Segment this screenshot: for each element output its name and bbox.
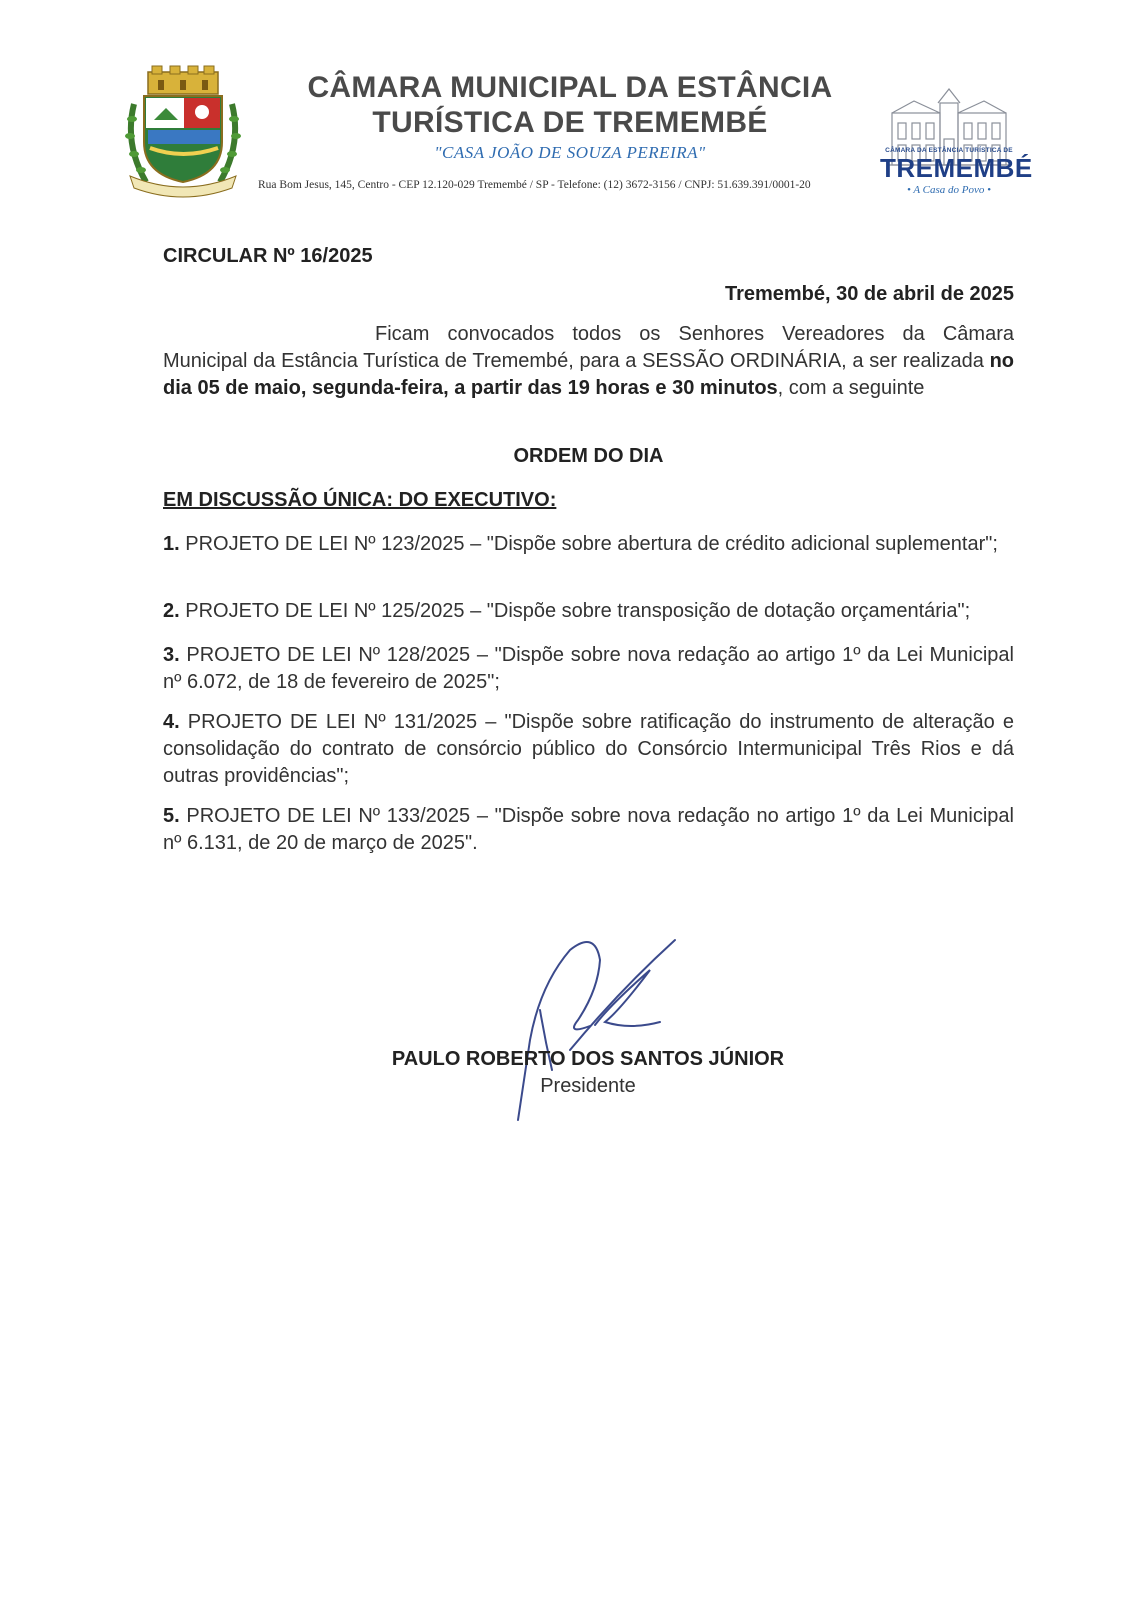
signatory-name: PAULO ROBERTO DOS SANTOS JÚNIOR <box>391 1048 785 1070</box>
agenda-item-text: PROJETO DE LEI Nº 131/2025 – "Dispõe sobre ratificação do instrumento de alteração e consolidação do contrato de consórcio público do Consórcio Intermunicipal Três Rios e dá outras providências"; <box>163 711 1014 787</box>
agenda-item-number: 1. <box>163 533 180 555</box>
agenda-item-number: 3. <box>163 644 180 666</box>
logo-caption-small: CÂMARA DA ESTÂNCIA TURÍSTICA DE <box>885 147 1013 154</box>
handwritten-signature-icon <box>500 930 700 1130</box>
agenda-item-number: 2. <box>163 600 180 622</box>
discussion-heading: EM DISCUSSÃO ÚNICA: DO EXECUTIVO: <box>163 489 557 511</box>
ordem-do-dia-heading: ORDEM DO DIA <box>513 445 664 467</box>
institution-subtitle: "CASA JOÃO DE SOUZA PEREIRA" <box>434 143 706 162</box>
institution-title-line2: TURÍSTICA DE TREMEMBÉ <box>372 106 768 139</box>
intro-text-bold: no dia 05 de maio, segunda-feira, a partir das 19 horas e 30 minutos <box>163 350 1014 399</box>
agenda-item-text: PROJETO DE LEI Nº 128/2025 – "Dispõe sobre nova redação ao artigo 1º da Lei Municipal nº 6.072, de 18 de fevereiro de 2025"; <box>163 644 1014 693</box>
agenda-item <box>163 531 1014 558</box>
agenda-item <box>163 803 1014 857</box>
logo-caption-tagline: • A Casa do Povo • <box>907 184 991 196</box>
agenda-item-text: PROJETO DE LEI Nº 125/2025 – "Dispõe sobre transposição de dotação orçamentária"; <box>185 600 971 622</box>
institution-title <box>270 70 870 140</box>
intro-paragraph <box>163 321 1014 402</box>
agenda-item-text: PROJETO DE LEI Nº 123/2025 – "Dispõe sobre abertura de crédito adicional suplementar"; <box>185 533 998 555</box>
agenda-item <box>163 598 1014 625</box>
document-date: Tremembé, 30 de abril de 2025 <box>724 283 1014 305</box>
agenda-item-text: PROJETO DE LEI Nº 133/2025 – "Dispõe sobre nova redação no artigo 1º da Lei Municipal nº 6.131, de 20 de março de 2025". <box>163 805 1014 854</box>
agenda-item <box>163 709 1014 790</box>
agenda-item-number: 5. <box>163 805 180 827</box>
agenda-item-number: 4. <box>163 711 180 733</box>
signatory-role: Presidente <box>540 1075 636 1097</box>
intro-text-part2: , com a seguinte <box>777 377 925 399</box>
intro-text-part1: Ficam convocados todos os Senhores Vereadores da Câmara Municipal da Estância Turística de Tremembé, para a SESSÃO ORDINÁRIA, a ser realizada <box>163 323 1014 372</box>
agenda-item <box>163 642 1014 696</box>
logo-caption-big: TREMEMBÉ <box>880 153 1033 183</box>
circular-number: CIRCULAR Nº 16/2025 <box>163 245 373 267</box>
municipal-crest-icon <box>124 64 242 200</box>
institution-address: Rua Bom Jesus, 145, Centro - CEP 12.120-029 Tremembé / SP - Telefone: (12) 3672-3156 / CNPJ: 51.639.391/0001-20 <box>258 179 811 191</box>
institution-title-line1: CÂMARA MUNICIPAL DA ESTÂNCIA <box>307 71 833 104</box>
